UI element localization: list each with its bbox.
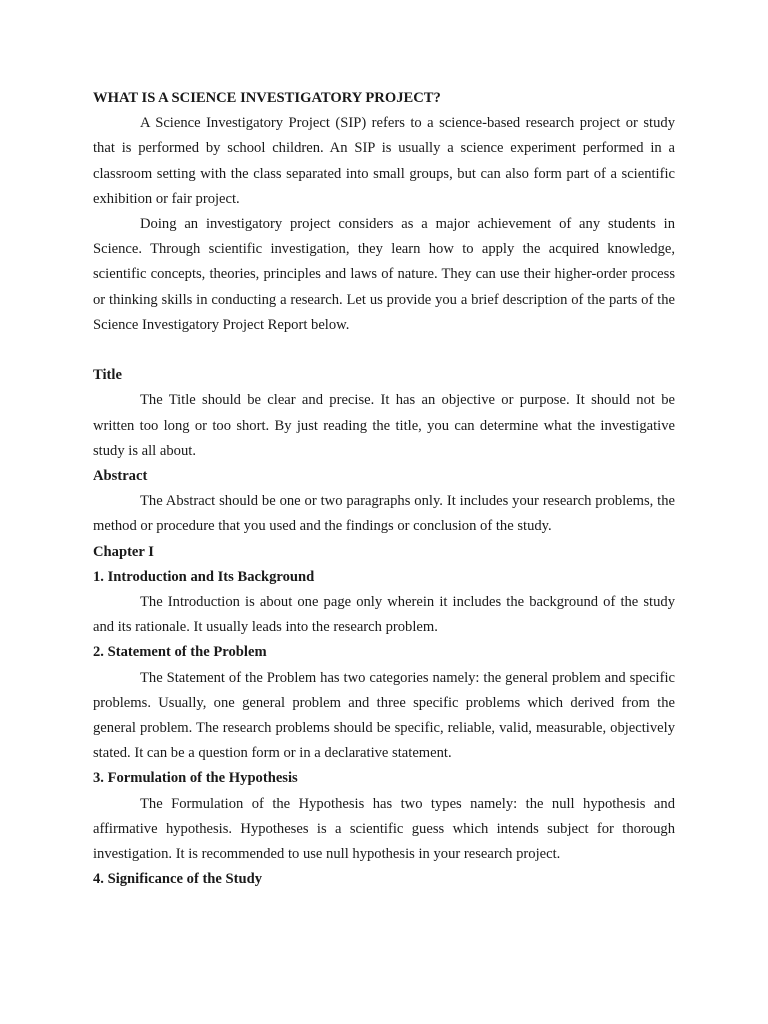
statement-paragraph: The Statement of the Problem has two categories namely: the general problem and specific problems. Usually, one general problem and three specific problems which derived from the general problem. The research problems should be specific, reliable, valid, measurable, objectively stated. It can be a question form or in a declarative statement. (93, 669, 675, 762)
intro-paragraph-2: Doing an investigatory project considers as a major achievement of any students in Science. Through scientific investigation, they learn how to apply the acquired knowledge, scientific concepts, theories, principles and laws of nature. They can use their higher-order process or thinking skills in conducting a research. Let us provide you a brief description of the parts of the Science Investigatory Project Report below. (93, 216, 675, 333)
significance-heading: 4. Significance of the Study (93, 871, 263, 888)
title-paragraph: The Title should be clear and precise. It has an objective or purpose. It should not be written too long or too short. By just reading the title, you can determine what the investigative study is all about. (93, 392, 675, 459)
section-spacer (93, 338, 675, 363)
hypothesis-heading: 3. Formulation of the Hypothesis (93, 770, 298, 787)
intro-paragraph-1: A Science Investigatory Project (SIP) refers to a science-based research project or study that is performed by school children. An SIP is usually a science experiment performed in a classroom setting with the class separated into small groups, but can also form part of a scientific exhibition or fair project. (93, 115, 675, 207)
chapter-heading: Chapter I (93, 543, 154, 560)
introduction-heading: 1. Introduction and Its Background (93, 568, 315, 585)
document-page (93, 86, 675, 892)
title-heading: Title (93, 367, 122, 384)
statement-heading: 2. Statement of the Problem (93, 644, 267, 661)
hypothesis-paragraph: The Formulation of the Hypothesis has two types namely: the null hypothesis and affirmative hypothesis. Hypotheses is a scientific guess which intends subject for thorough investigation. It is recommended to use null hypothesis in your research project. (93, 795, 675, 863)
main-title: WHAT IS A SCIENCE INVESTIGATORY PROJECT? (93, 90, 441, 106)
introduction-paragraph: The Introduction is about one page only wherein it includes the background of the study and its rationale. It usually leads into the research problem. (93, 594, 675, 636)
abstract-paragraph: The Abstract should be one or two paragraphs only. It includes your research problems, the method or procedure that you used and the findings or conclusion of the study. (93, 493, 675, 535)
abstract-heading: Abstract (93, 468, 148, 485)
